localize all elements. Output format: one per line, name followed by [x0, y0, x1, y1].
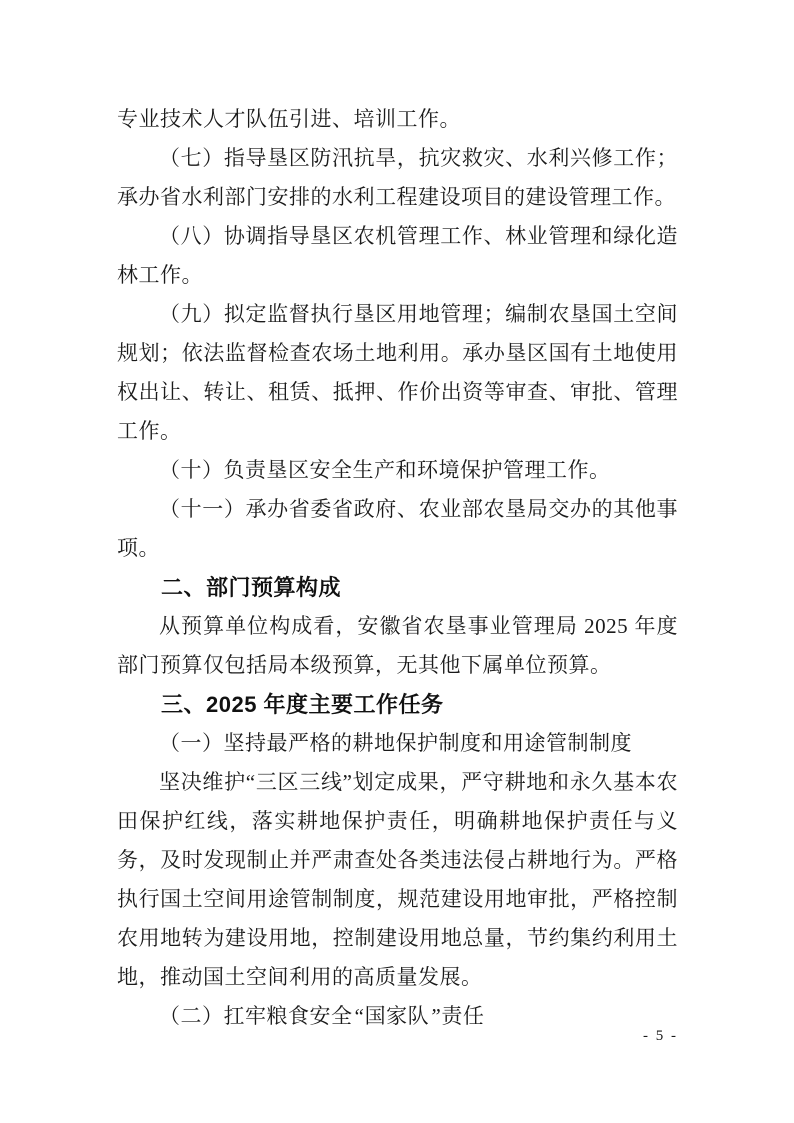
paragraph-item-10: （十）负责垦区安全生产和环境保护管理工作。	[159, 458, 611, 482]
paragraph-item-11: （十一）承办省委省政府、农业部农垦局交办的其他事项。	[117, 497, 678, 560]
document-body	[117, 100, 678, 1036]
paragraph-continuation: 专业技术人才队伍引进、培训工作。	[117, 107, 461, 131]
paragraph-budget-composition: 从预算单位构成看，安徽省农垦事业管理局 2025 年度部门预算仅包括局本级预算，无其他下属单位预算。	[117, 614, 678, 677]
subsection-heading-1: （一）坚持最严格的耕地保护制度和用途管制制度	[159, 731, 632, 755]
paragraph-item-7: （七）指导垦区防汛抗旱，抗灾救灾、水利兴修工作；承办省水利部门安排的水利工程建设项目的建设管理工作。	[117, 146, 678, 209]
page-number: - 5 -	[643, 1028, 678, 1044]
paragraph-item-8: （八）协调指导垦区农机管理工作、林业管理和绿化造林工作。	[117, 224, 678, 287]
paragraph-farmland-protection: 坚决维护“三区三线”划定成果，严守耕地和永久基本农田保护红线，落实耕地保护责任，明确耕地保护责任与义务，及时发现制止并严肃查处各类违法侵占耕地行为。严格执行国土空间用途管制制度，规范建设用地审批，严格控制农用地转为建设用地，控制建设用地总量，节约集约利用土地，推动国土空间利用的高质量发展。	[117, 770, 678, 989]
section-heading-main-tasks: 三、2025 年度主要工作任务	[161, 692, 444, 717]
subsection-heading-2: （二）扛牢粮食安全“国家队”责任	[159, 1004, 485, 1028]
paragraph-item-9: （九）拟定监督执行垦区用地管理；编制农垦国土空间规划；依法监督检查农场土地利用。承办垦区国有土地使用权出让、转让、租赁、抵押、作价出资等审查、审批、管理工作。	[117, 302, 678, 443]
section-heading-budget-composition: 二、部门预算构成	[161, 575, 342, 600]
